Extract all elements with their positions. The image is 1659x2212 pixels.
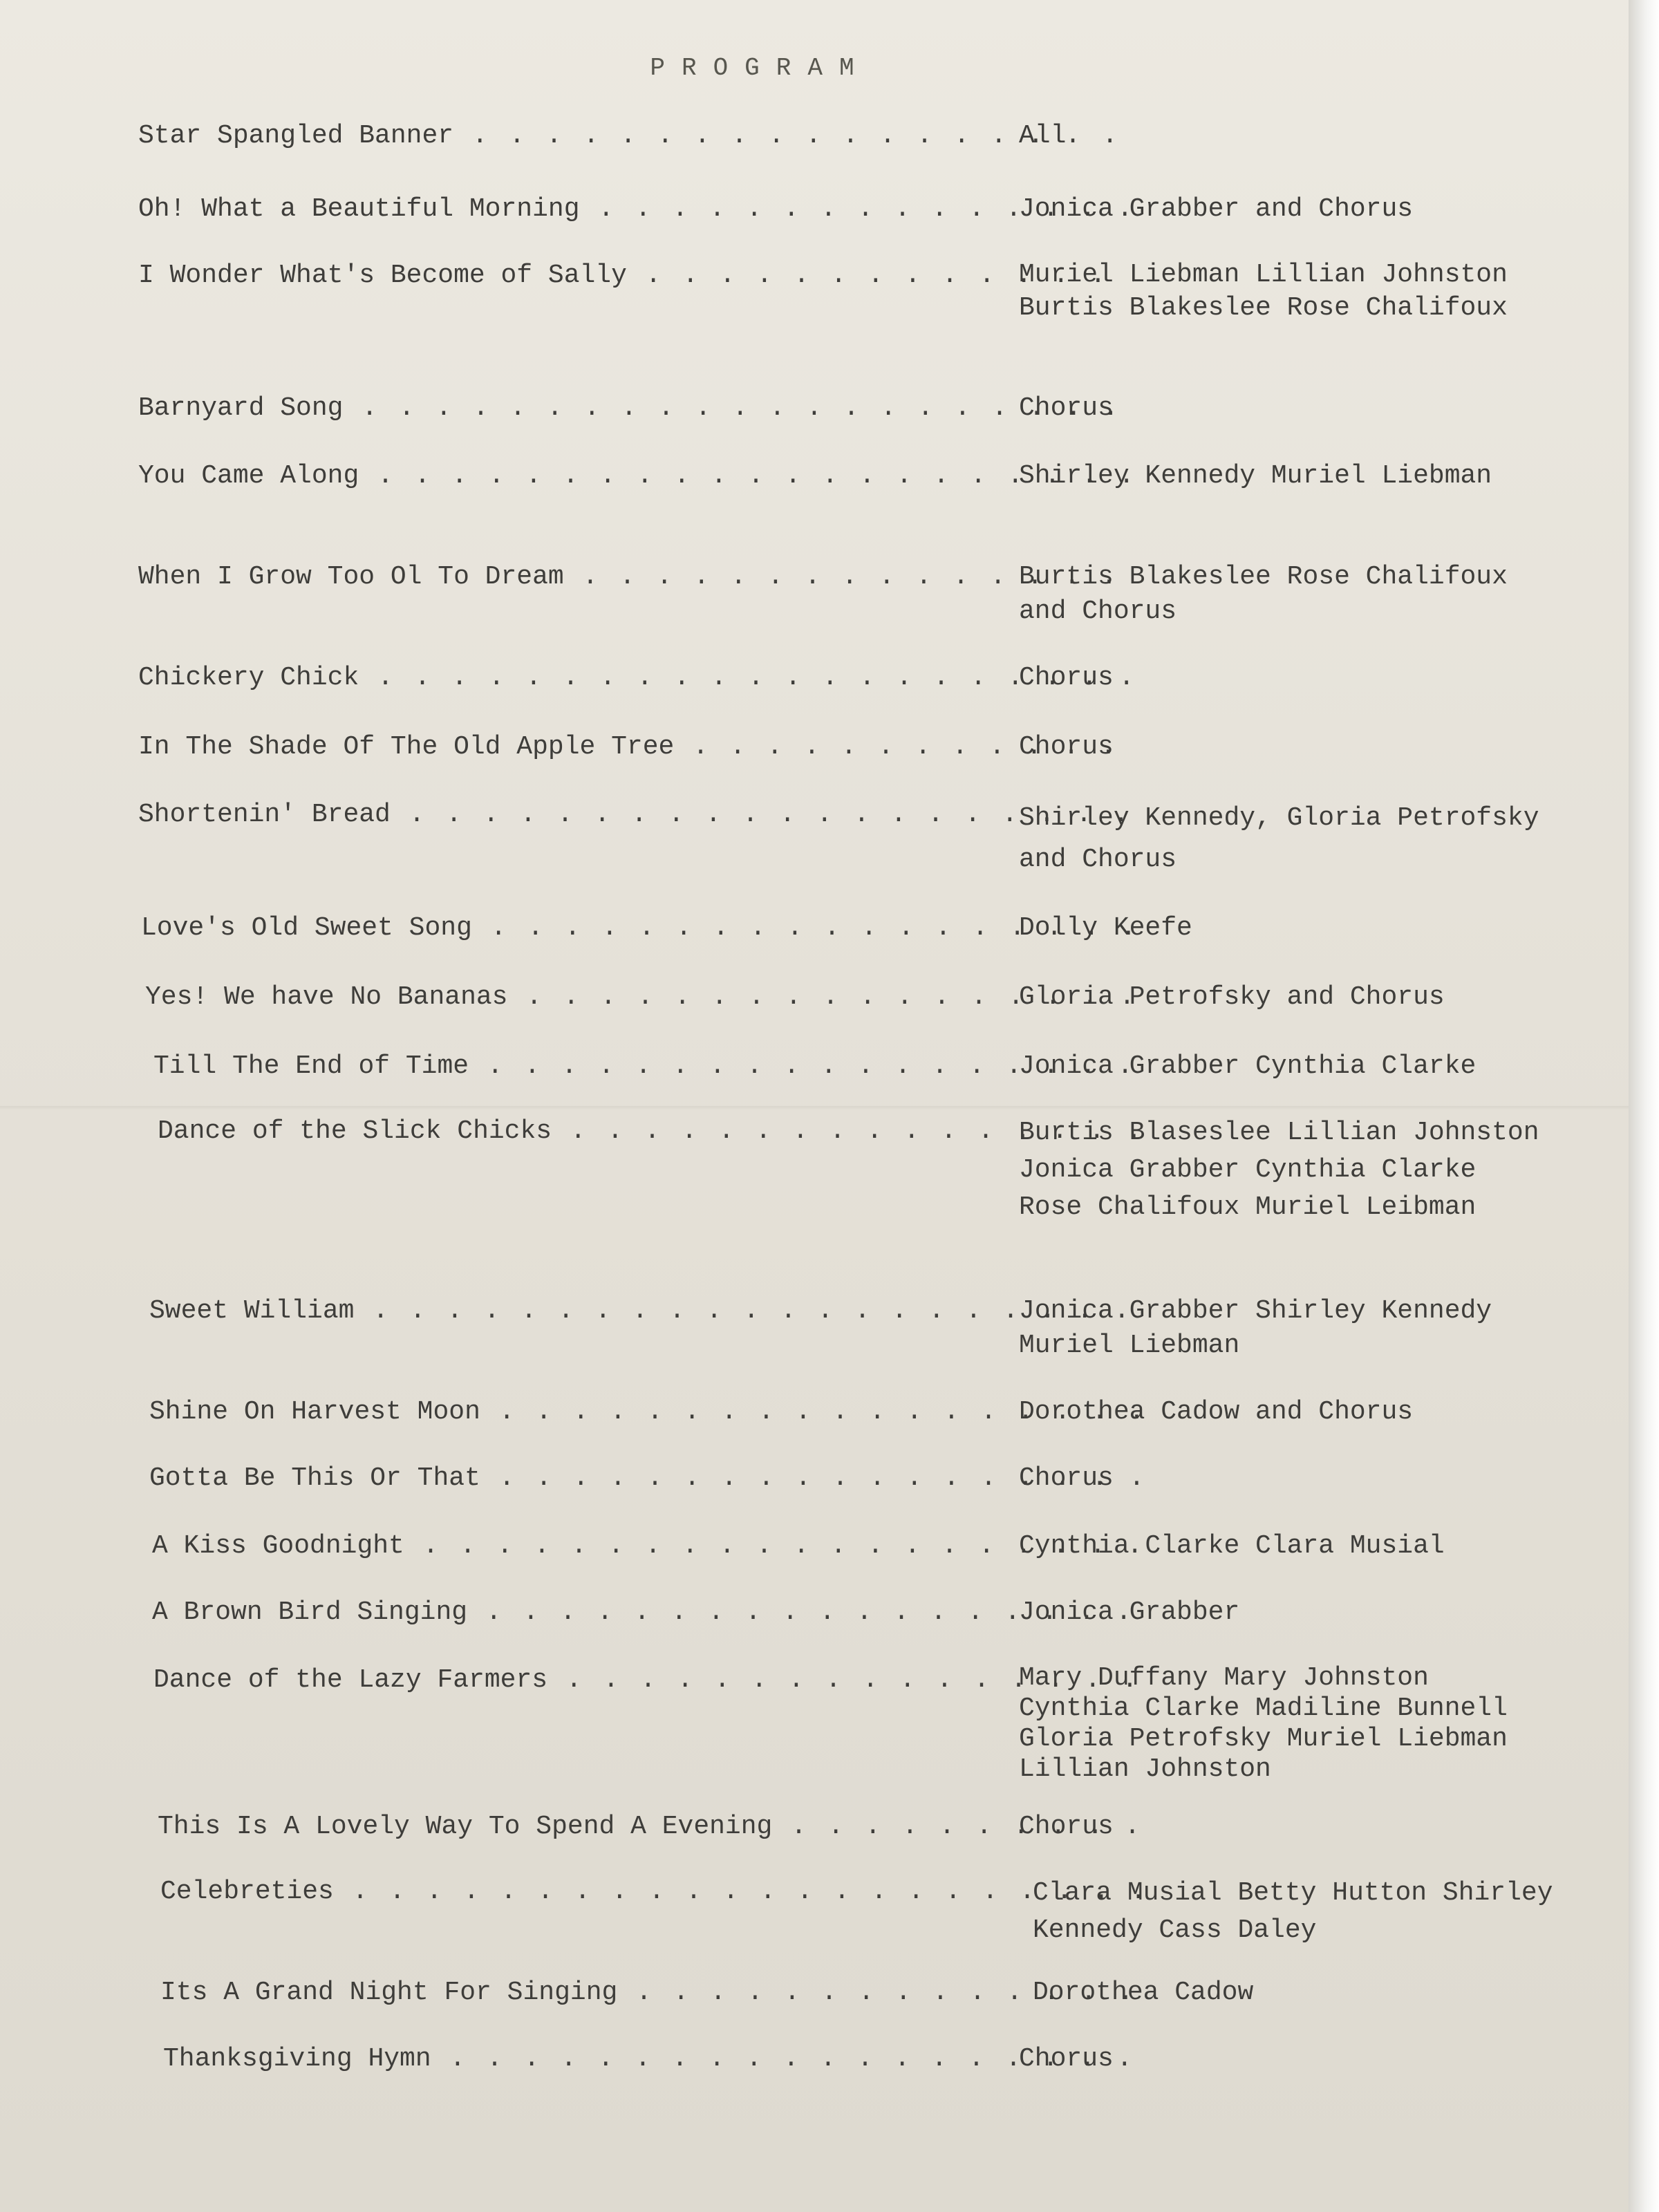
performers: Chorus — [1019, 393, 1114, 423]
performers: Shirley Kennedy Muriel Liebman — [1019, 461, 1492, 491]
performers: Jonica Grabber and Chorus — [1019, 194, 1414, 224]
song-title: Dance of the Slick Chicks . . . — [158, 1114, 1153, 1149]
song-title: When I Grow Too Ol To Dream . . . — [138, 560, 1134, 594]
song-title: You Came Along . . . — [138, 459, 1134, 494]
performers: Muriel Liebman Lillian Johnston Burtis Blakeslee Rose Chalifoux — [1019, 260, 1508, 323]
song-title: Gotta Be This Or That . . . — [149, 1461, 1145, 1496]
performers: Chorus — [1019, 1812, 1114, 1841]
performers: Chorus — [1019, 732, 1114, 762]
performers: Shirley Kennedy, Gloria Petrofsky and Chorus — [1019, 803, 1539, 874]
performers: Dolly Keefe — [1019, 913, 1192, 943]
song-title: Till The End of Time . . . — [153, 1049, 1149, 1084]
performers: Cynthia Clarke Clara Musial — [1019, 1531, 1445, 1561]
song-title: Oh! What a Beautiful Morning . . . — [138, 192, 1134, 227]
performers: All — [1019, 121, 1067, 151]
performers: Jonica Grabber Cynthia Clarke — [1019, 1051, 1477, 1081]
performers: Clara Musial Betty Hutton Shirley Kennedy Cass Daley — [1033, 1878, 1553, 1945]
page-title: PROGRAM — [650, 54, 871, 82]
song-title: Love's Old Sweet Song . . . — [141, 911, 1136, 946]
song-title: This Is A Lovely Way To Spend A Evening . . . — [158, 1810, 1153, 1844]
song-title: I Wonder What's Become of Sally . . . — [138, 259, 1134, 293]
song-title: Barnyard Song . . . — [138, 391, 1134, 426]
performers: Jonica Grabber — [1019, 1597, 1240, 1627]
paper-fold — [0, 1106, 1629, 1110]
performers: Dorothea Cadow and Chorus — [1019, 1397, 1414, 1427]
song-title: A Brown Bird Singing . . . — [152, 1595, 1147, 1630]
song-title: Chickery Chick . . . — [138, 661, 1134, 695]
performers: Dorothea Cadow — [1033, 1978, 1254, 2007]
paper-edge — [1629, 0, 1659, 2212]
song-title: Celebreties . . . — [160, 1875, 1156, 1909]
song-title: Its A Grand Night For Singing . . . — [160, 1976, 1156, 2010]
song-title: In The Shade Of The Old Apple Tree . . . — [138, 730, 1134, 765]
song-title: Dance of the Lazy Farmers . . . — [153, 1663, 1149, 1698]
song-title: Sweet William . . . — [149, 1294, 1145, 1329]
song-title: Shortenin' Bread . . . — [138, 798, 1134, 832]
song-title: Yes! We have No Bananas . . . — [145, 980, 1141, 1015]
song-title: A Kiss Goodnight . . . — [152, 1529, 1147, 1564]
performers: Burtis Blakeslee Rose Chalifoux and Chorus — [1019, 562, 1508, 626]
performers: Mary Duffany Mary Johnston Cynthia Clarke Madiline Bunnell Gloria Petrofsky Muriel Liebman Lillian Johnston — [1019, 1663, 1508, 1784]
song-title: Star Spangled Banner . . . — [138, 119, 1134, 153]
performers: Burtis Blaseslee Lillian Johnston Jonica Grabber Cynthia Clarke Rose Chalifoux Muriel Leibman — [1019, 1118, 1539, 1222]
song-title: Thanksgiving Hymn . . . — [163, 2042, 1159, 2077]
song-title: Shine On Harvest Moon . . . — [149, 1395, 1145, 1430]
performers: Jonica Grabber Shirley Kennedy Muriel Liebman — [1019, 1296, 1492, 1360]
performers: Chorus — [1019, 2044, 1114, 2074]
performers: Gloria Petrofsky and Chorus — [1019, 982, 1445, 1012]
performers: Chorus — [1019, 663, 1114, 693]
performers: Chorus — [1019, 1463, 1114, 1493]
